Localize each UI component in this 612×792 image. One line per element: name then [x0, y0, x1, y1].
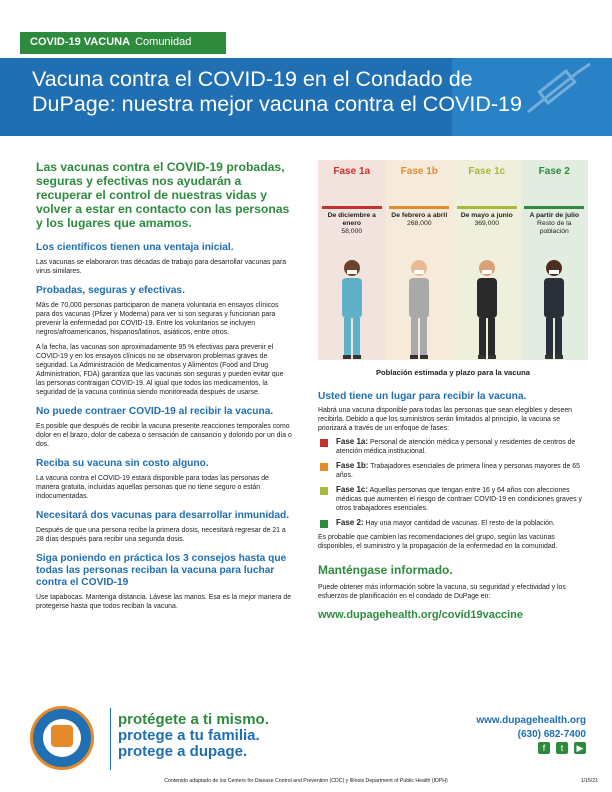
phase-count: 58,000: [341, 228, 363, 235]
phase-color-square: [320, 487, 328, 495]
website-link[interactable]: www.dupagehealth.org: [476, 715, 586, 726]
phase-list-item: [318, 518, 588, 528]
credit-text: Contenido adaptado de los Centers for Disease Control and Prevention (CDC) y Illinois Department of Public Health (IDPH): [164, 778, 448, 784]
badge-bold: COVID-19 VACUNA: [30, 36, 131, 48]
youtube-icon[interactable]: ▶: [574, 742, 586, 754]
timeline-caption: Población estimada y plazo para la vacuna: [375, 368, 531, 377]
section-heading: Necesitará dos vacunas para desarrollar inmunidad.: [36, 510, 290, 521]
social-links: [538, 742, 586, 754]
section-paragraph: Es posible que después de recibir la vacuna presente reacciones temporales como dolor en el brazo, dolor de cabeza o sensación de cansancio y dolorido por un día o dos.: [36, 423, 292, 448]
section-heading: Reciba su vacuna sin costo alguno.: [36, 458, 209, 469]
phase-list-label: Fase 1a:: [336, 437, 369, 446]
section-paragraph: Use tapabocas. Mantenga distancia. Lávese las manos. Esa es la mejor manera de protegerse hasta que todos reciban la vacuna.: [36, 594, 292, 610]
phase-list-item: [318, 485, 588, 513]
phase-list-item: [318, 437, 588, 456]
section-paragraph: La vacuna contra el COVID-19 estará disponible para todas las personas de manera gratuita, incluidas aquellas personas que no tiene seguro o están indocumentadas.: [36, 475, 269, 500]
section-heading: Los científicos tienen una ventaja inicial.: [36, 242, 234, 253]
phase-date: A partir de julio: [529, 212, 580, 219]
lead-paragraph: Las vacunas contra el COVID-19 probadas, seguras y efectivas nos ayudarán a recuperar el control de nuestras vidas y volver a estar en contacto con las personas y los lugares que amamos.: [36, 160, 290, 230]
contact-info: [476, 714, 586, 742]
phase-label: Fase 1a: [333, 166, 371, 177]
badge-rest: Comunidad: [135, 36, 192, 48]
phase-timeline: [318, 160, 588, 360]
health-department-seal-icon: [30, 706, 94, 770]
twitter-icon[interactable]: t: [556, 742, 568, 754]
section-heading: Probadas, seguras y efectivas.: [36, 285, 185, 296]
phase-bar: [524, 206, 584, 209]
phase-list-text: Aquellas personas que tengan entre 16 y 64 años con afecciones médicas que aumenten el riesgo de contraer COVID-19 en condiciones graves y otros trabajadores esenciales.: [336, 487, 582, 512]
stay-informed-heading: Manténgase informado.: [318, 563, 453, 577]
phase-period: [387, 212, 451, 228]
left-column: [36, 160, 292, 617]
phase-date: De mayo a junio: [460, 212, 513, 219]
slogan: [118, 712, 269, 760]
footer-divider: [110, 708, 111, 770]
vaccine-info-link[interactable]: www.dupagehealth.org/covid19vaccine: [318, 609, 523, 621]
phase-label: Fase 1b: [400, 166, 438, 177]
paragraph: Es probable que cambien las recomendaciones del grupo, según las vacunas disponibles, el suministro y la propagación de la enfermedad en la comunidad.: [318, 534, 558, 550]
person-illustration-icon: [467, 256, 507, 360]
phase-label: Fase 2: [538, 166, 570, 177]
phase-list-text: Personal de atención médica y personal y residentes de centros de atención médica institucional.: [336, 439, 576, 455]
phase-list-label: Fase 1b:: [336, 461, 369, 470]
phone-number[interactable]: (630) 682-7400: [517, 729, 586, 740]
phase-color-square: [320, 439, 328, 447]
paragraph: Puede obtener más información sobre la vacuna, su seguridad y efectividad y los esfuerzos de planificación en el condado de DuPage en:: [318, 584, 566, 600]
phase-count: 268,000: [406, 220, 432, 227]
person-illustration-icon: [534, 256, 574, 360]
phase-count: 369,000: [474, 220, 500, 227]
slogan-line: protege a tu familia.: [118, 727, 260, 744]
section-heading: No puede contraer COVID-19 al recibir la vacuna.: [36, 406, 274, 417]
phase-date: De febrero a abril: [391, 212, 448, 219]
phase-count: Resto de la población: [537, 220, 572, 235]
facebook-icon[interactable]: f: [538, 742, 550, 754]
credit-line: [0, 778, 612, 784]
phase-color-square: [320, 463, 328, 471]
paragraph: Habrá una vacuna disponible para todas las personas que sean elegibles y deseen recibirla. Debido a que los suministros serán limitados al principio, la vacuna se priorizará a través de un enfoque de fases:: [318, 407, 572, 432]
section-paragraph: Más de 70,000 personas participaron de manera voluntaria en ensayos clínicos para dos vacunas (Pfizer y Moderna) para ver si son seguras y funcionan para prevenir la enfermedad por COVID-19. Entre los voluntarios se incluyen negros/afroamericanos, hispanos/latinos, asiáticos, entre otros.: [36, 302, 279, 336]
footer: [0, 698, 612, 792]
left-sections: [36, 242, 292, 611]
phase-bar: [389, 206, 449, 209]
phase-list-item: [318, 461, 588, 480]
phase-date: De diciembre a enero: [327, 212, 376, 227]
phase-period: [320, 212, 384, 236]
title-banner: [0, 58, 612, 136]
phase-bar: [457, 206, 517, 209]
slogan-line: protege a dupage.: [118, 743, 248, 760]
right-column: [318, 160, 588, 621]
phase-list-text: Hay una mayor cantidad de vacunas. El resto de la población.: [365, 520, 555, 527]
phase-list: [318, 437, 588, 528]
person-illustration-icon: [399, 256, 439, 360]
category-badge: [20, 32, 226, 54]
publication-date: 1/15/21: [580, 778, 598, 784]
section-paragraph: A la fecha, las vacunas son aproximadamente 95 % efectivas para prevenir el COVID-19 y en los ensayos clínicos no se observaron problemas graves de seguridad. La Administración de Medicamentos y Alimentos (Food and Drug Administration, FDA) garantiza que las vacunas son seguras y pueden evitar que las personas contraigan COVID-19. Al igual que todos los medicamentos, la seguridad de la vacuna continúa siendo monitoreada después de usarse.: [36, 344, 284, 396]
top-bar: [0, 0, 612, 58]
page-title: Vacuna contra el COVID-19 en el Condado de DuPage: nuestra mejor vacuna contra el COVID-19: [32, 67, 522, 116]
phase-color-square: [320, 520, 328, 528]
phase-list-label: Fase 1c:: [336, 485, 369, 494]
section-heading: Usted tiene un lugar para recibir la vacuna.: [318, 391, 527, 402]
phase-label: Fase 1c: [468, 166, 506, 177]
person-illustration-icon: [332, 256, 372, 360]
section-paragraph: Después de que una persona recibe la primera dosis, necesitará regresar de 21 a 28 días después para recibir una segunda dosis.: [36, 527, 286, 543]
phase-bar: [322, 206, 382, 209]
phase-list-label: Fase 2:: [336, 518, 364, 527]
slogan-line: protégete a ti mismo.: [118, 711, 269, 728]
section-heading: Siga poniendo en práctica los 3 consejos hasta que todas las personas reciban la vacuna para luchar contra el COVID-19: [36, 553, 287, 588]
section-paragraph: Las vacunas se elaboraron tras décadas de trabajo para desarrollar vacunas para virus similares.: [36, 259, 287, 275]
phase-period: [455, 212, 519, 228]
phase-period: [522, 212, 586, 236]
seal-emblem: [51, 725, 73, 747]
phase-list-text: Trabajadores esenciales de primera línea y personas mayores de 65 años.: [336, 463, 580, 479]
